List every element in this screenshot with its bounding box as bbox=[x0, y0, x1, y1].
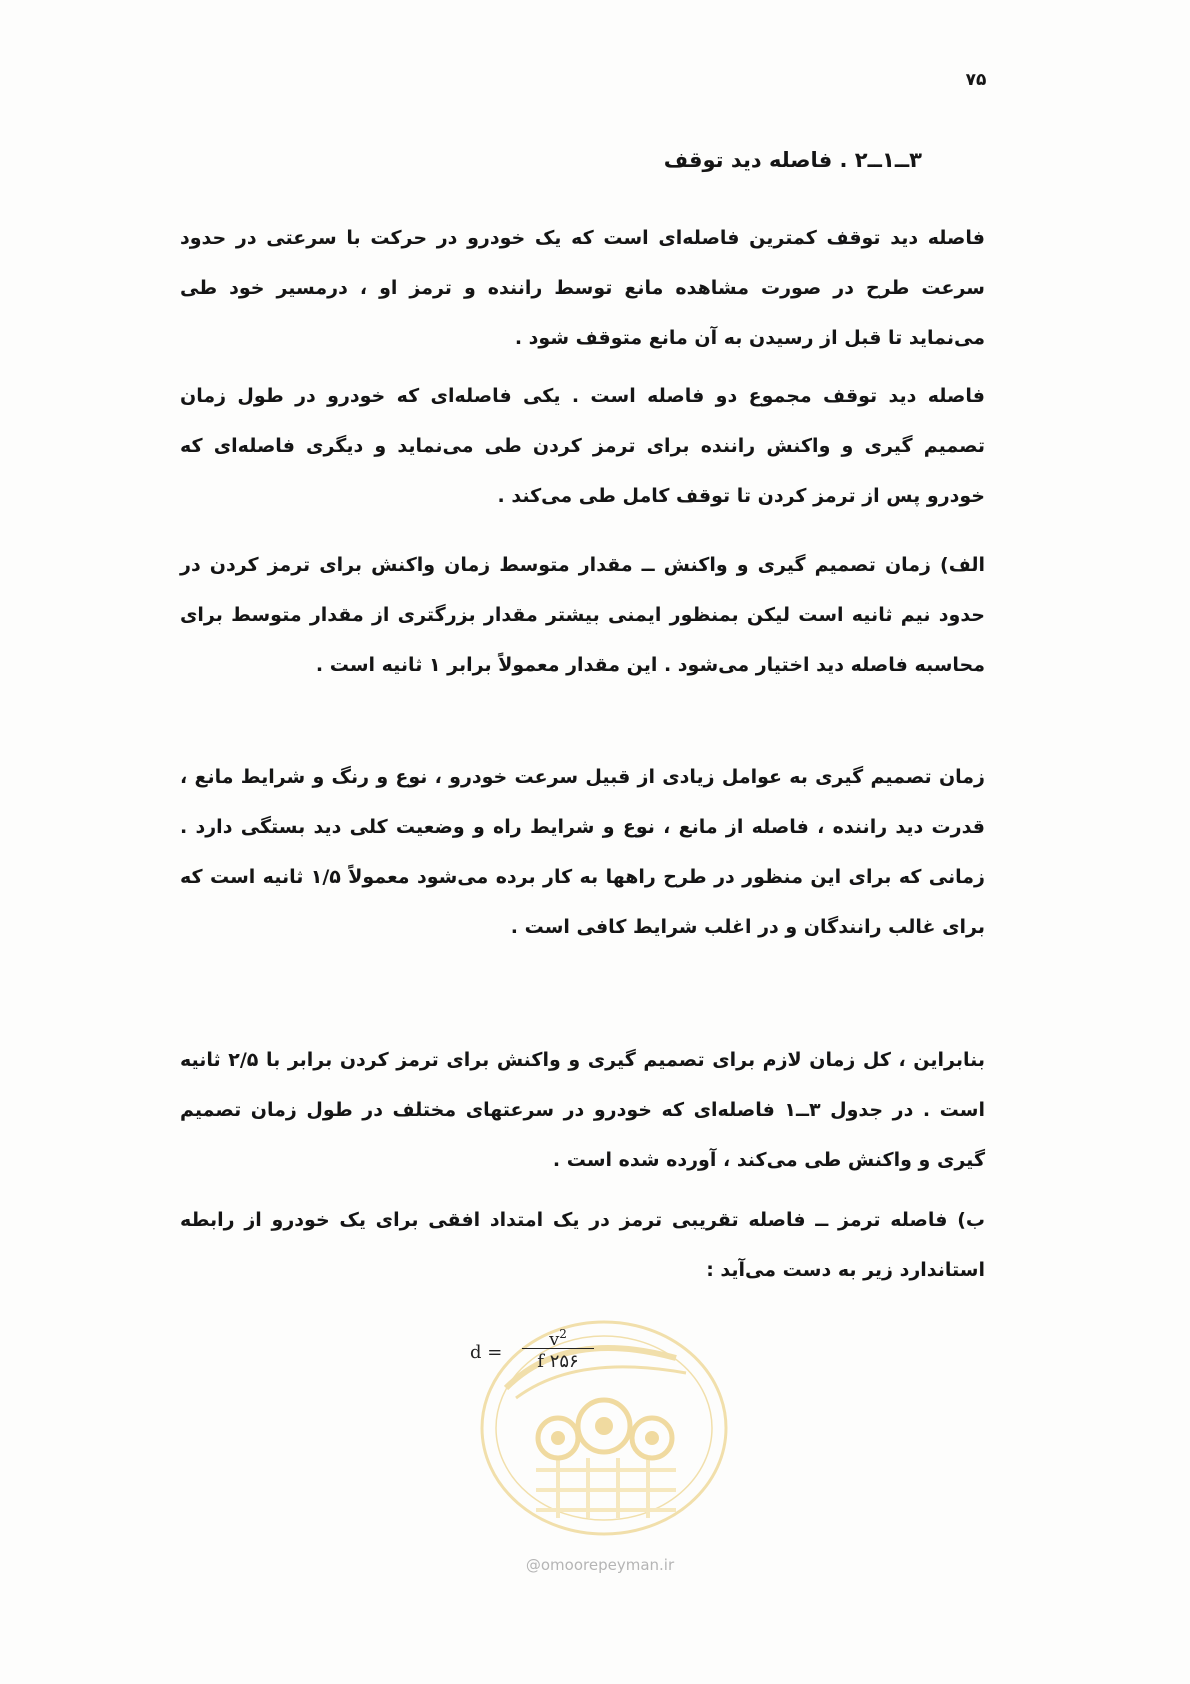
page-number: ۷۵ bbox=[965, 70, 987, 90]
braking-distance-formula bbox=[470, 1320, 600, 1380]
formula-exponent: 2 bbox=[559, 1327, 567, 1341]
paragraph-braking-distance: ب) فاصله ترمز ــ فاصله تقریبی ترمز در یک امتداد افقی برای یک خودرو از رابطه استاندارد زیر به دست می‌آید : bbox=[180, 1209, 985, 1281]
paragraph-total-time: بنابراین ، کل زمان لازم برای تصمیم گیری و واکنش برای ترمز کردن برابر با ۲/۵ ثانیه است . در جدول ۳ــ۱ فاصله‌ای که خودرو در سرعتهای مختلف در طول زمان تصمیم گیری و واکنش طی می‌کند ، آورده شده است . bbox=[180, 1049, 986, 1171]
paragraph-decision-factors: زمان تصمیم گیری به عوامل زیادی از قبیل سرعت خودرو ، نوع و رنگ و شرایط مانع ، قدرت دید راننده ، فاصله از مانع ، نوع و شرایط راه و وضعیت کلی دید بستگی دارد . زمانی که برای این منظور در طرح راهها به کار برده می‌شود معمولاً ۱/۵ ثانیه است که برای غالب رانندگان و در اغلب شرایط کافی است . bbox=[180, 766, 985, 938]
paragraph-components: فاصله دید توقف مجموع دو فاصله است . یکی فاصله‌ای که خودرو در طول زمان تصمیم گیری و واکنش راننده برای ترمز کردن طی می‌نماید و دیگری فاصله‌ای که خودرو پس از ترمز کردن تا توقف کامل طی می‌کند . bbox=[180, 385, 985, 507]
watermark-url: @omoorepeyman.ir bbox=[525, 1556, 675, 1574]
formula-numerator-base: v bbox=[549, 1329, 560, 1350]
formula-fraction bbox=[518, 1320, 598, 1375]
formula-lhs: d = bbox=[470, 1342, 503, 1363]
paragraph-reaction-time: الف) زمان تصمیم گیری و واکنش ــ مقدار متوسط زمان واکنش برای ترمز کردن در حدود نیم ثانیه است لیکن بمنظور ایمنی بیشتر مقدار بزرگتری از مقدار متوسط برای محاسبه فاصله دید اختیار می‌شود . این مقدار معمولاً برابر ۱ ثانیه است . bbox=[180, 554, 985, 676]
formula-numerator bbox=[518, 1320, 598, 1348]
paragraph-definition: فاصله دید توقف کمترین فاصله‌ای است که یک خودرو در حرکت با سرعتی در حدود سرعت طرح در صورت مشاهده مانع توسط راننده و ترمز او ، درمسیر خود طی می‌نماید تا قبل از رسیدن به آن مانع متوقف شود . bbox=[180, 227, 985, 349]
formula-denominator: ۲۵۶ f bbox=[537, 1351, 579, 1372]
section-heading: ۳ــ۱ــ۲ . فاصله دید توقف bbox=[663, 148, 922, 172]
